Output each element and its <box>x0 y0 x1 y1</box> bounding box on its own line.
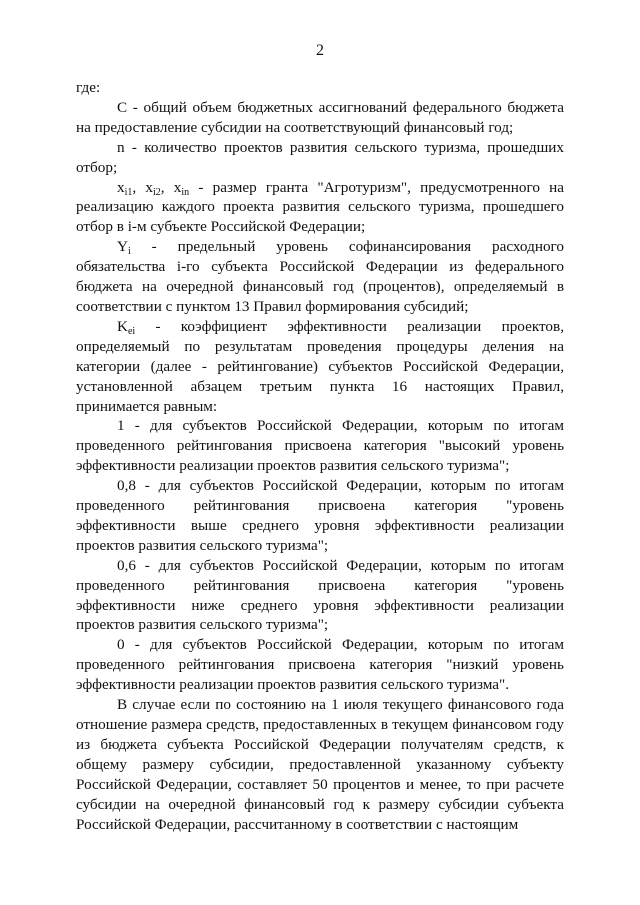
k-subscript: ei <box>127 325 136 337</box>
definition-c: C - общий объем бюджетных ассигнований федерального бюджета на предоставление субсидии на соответствующий финансовый год; <box>76 98 564 136</box>
definition-y <box>76 237 564 317</box>
k-value-low: 0 - для субъектов Российской Федерации, которым по итогам проведенного рейтингования присвоена категория "низкий уровень эффективности реализации проектов развития сельского туризма". <box>76 636 564 694</box>
k-value-below-average: 0,6 - для субъектов Российской Федерации, которым по итогам проведенного рейтингования присвоена категория "уровень эффективности ниже среднего уровня эффективности реализации проектов развития сельского туризма"; <box>76 556 564 634</box>
y-symbol: Y <box>117 238 128 256</box>
final-paragraph: В случае если по состоянию на 1 июля текущего финансового года отношение размера средств, предоставленных в текущем финансовом году из бюджета субъекта Российской Федерации получателям средств, к общему размеру субсидии, предоставленной указанному субъекту Российской Федерации, составляет 50 процентов и менее, то при расчете субсидии на очередной финансовый год к размеру субсидии субъекта Российской Федерации, рассчитанному в соответствии с настоящим <box>76 696 564 833</box>
x-symbol-3: x <box>173 178 182 196</box>
definition-n: n - количество проектов развития сельского туризма, прошедших отбор; <box>76 138 564 176</box>
x-definition-text: - размер гранта "Агротуризм", предусмотренного на реализацию каждого проекта развития сельского туризма, прошедшего отбор в i-м субъекте Российской Федерации; <box>76 178 564 236</box>
y-subscript: i <box>127 246 131 258</box>
x-subscript-1: i1 <box>124 186 133 198</box>
x-subscript-2: i2 <box>152 186 161 198</box>
x-symbol-1: x <box>117 178 125 196</box>
k-definition-text: - коэффициент эффективности реализации проектов, определяемый по результатам проведения процедуры деления на категории (далее - рейтингование) субъектов Российской Федерации, установленной абзацем третьим пункта 16 настоящих Правил, принимается равным: <box>76 317 564 415</box>
x-separator-2: , <box>160 178 174 196</box>
k-value-above-average: 0,8 - для субъектов Российской Федерации, которым по итогам проведенного рейтингования присвоена категория "уровень эффективности выше среднего уровня эффективности реализации проектов развития сельского туризма"; <box>76 477 564 554</box>
x-symbol-2: x <box>145 178 153 196</box>
k-value-high: 1 - для субъектов Российской Федерации, которым по итогам проведенного рейтингования присвоена категория "высокий уровень эффективности реализации проектов развития сельского туризма"; <box>76 417 564 475</box>
y-definition-text: - предельный уровень софинансирования расходного обязательства i-го субъекта Российской Федерации из федерального бюджета на очередной финансовый год (процентов), определяемый в соответствии с пунктом 13 Правил формирования субсидий; <box>76 238 564 315</box>
x-separator-1: , <box>132 178 146 196</box>
intro-line: где: <box>76 79 101 96</box>
page-number: 2 <box>316 42 324 59</box>
document-body <box>76 78 564 834</box>
x-subscript-3: in <box>181 186 190 198</box>
definition-k <box>76 317 564 417</box>
k-symbol: K <box>117 317 128 335</box>
definition-x <box>76 178 564 238</box>
